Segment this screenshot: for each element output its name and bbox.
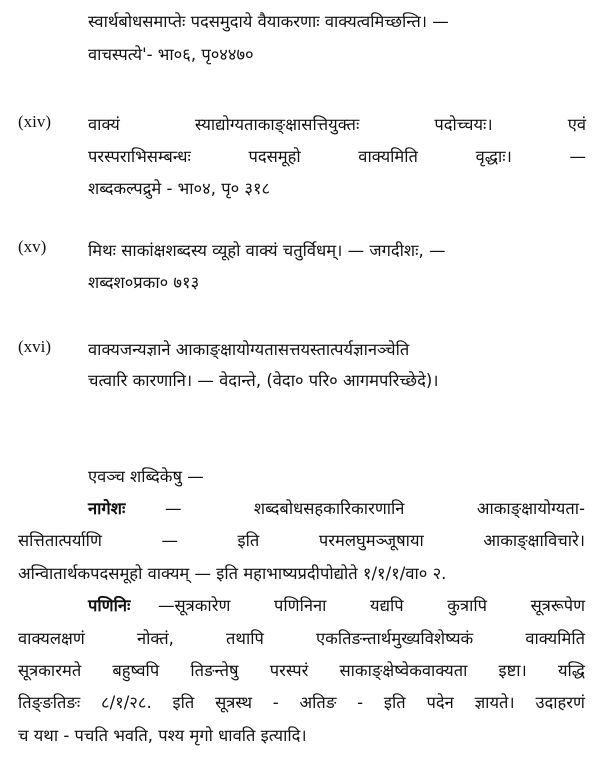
nagesha-label: नागेशः — [88, 499, 126, 518]
panini-line4: तिङ्ङतिङः ८/१/२८. इति सूत्रस्थ - अतिङ - इति पदेन ज्ञायते। उदाहरणं — [18, 693, 585, 712]
item14-line3: शब्दकल्पद्रुमे - भा०४, पृ० ३१८ — [88, 179, 271, 198]
item-number-xv: (xv) — [18, 237, 47, 256]
block1-line1: स्वार्थबोधसमाप्तेः पदसमुदाये वैयाकरणाः वाक्यत्वमिच्छन्ति। — — [88, 12, 449, 31]
panini-line2: वाक्यलक्षणं नोक्तं, तथापि एकतिङन्तार्थमुख्यविशेष्यकं वाक्यमिति — [18, 629, 585, 648]
item16-line2: चत्वारि कारणानि। — वेदान्ते, (वेदा० परि० आगमपरिच्छेदे)। — [88, 371, 439, 390]
panini-line3: सूत्रकारमते बहुष्वपि तिङन्तेषु परस्परं साकाङ्क्षेष्वेकवाक्यता इष्टा। यद्धि — [18, 661, 585, 680]
item16-line1: वाक्यजन्यज्ञाने आकाङ्क्षायोग्यतासत्तयस्तात्पर्यज्ञानञ्चेति — [88, 340, 410, 359]
panini-label: पणिनिः — [88, 596, 131, 615]
nagesha-line1: — शब्दबोधसहकारिकारणानि आकाङ्क्षायोग्यता- — [165, 499, 585, 518]
item-number-xiv: (xiv) — [18, 112, 52, 131]
item-number-xvi: (xvi) — [18, 337, 52, 356]
panini-line1: —सूत्रकारेण पणिनिना यद्यपि कुत्रापि सूत्ररूपेण — [158, 596, 585, 615]
item15-line2: शब्दश०प्रका० ७१३ — [88, 273, 200, 292]
item14-line2: परस्पराभिसम्बन्धः पदसमूहो वाक्यमिति वृद्धाः। — — [88, 147, 586, 166]
panini-line5: च यथा - पचति भवति, पश्य मृगो धावति इत्यादि। — [18, 726, 307, 745]
nagesha-line2: सत्तितात्पर्याणि — इति परमलघुमञ्जूषाया आकाङ्क्षाविचारे। — [18, 531, 585, 550]
section-intro: एवञ्च शब्दिकेषु — — [88, 467, 204, 486]
item14-line1: वाक्यं स्याद्योग्यताकाङ्क्षासत्तियुक्तः पदोच्चयः। एवं — [88, 115, 586, 134]
block1-line2: वाचस्पत्ये'- भा०६, पृ०४४७० — [88, 45, 254, 64]
nagesha-line3: अन्विातार्थकपदसमूहो वाक्यम् — इति महाभाष्यप्रदीपोद्योते १/१/१/वा० २. — [18, 564, 447, 583]
item15-line1: मिथः साकांक्षशब्दस्य व्यूहो वाक्यं चतुर्विधम्। — जगदीशः, — — [88, 241, 446, 260]
